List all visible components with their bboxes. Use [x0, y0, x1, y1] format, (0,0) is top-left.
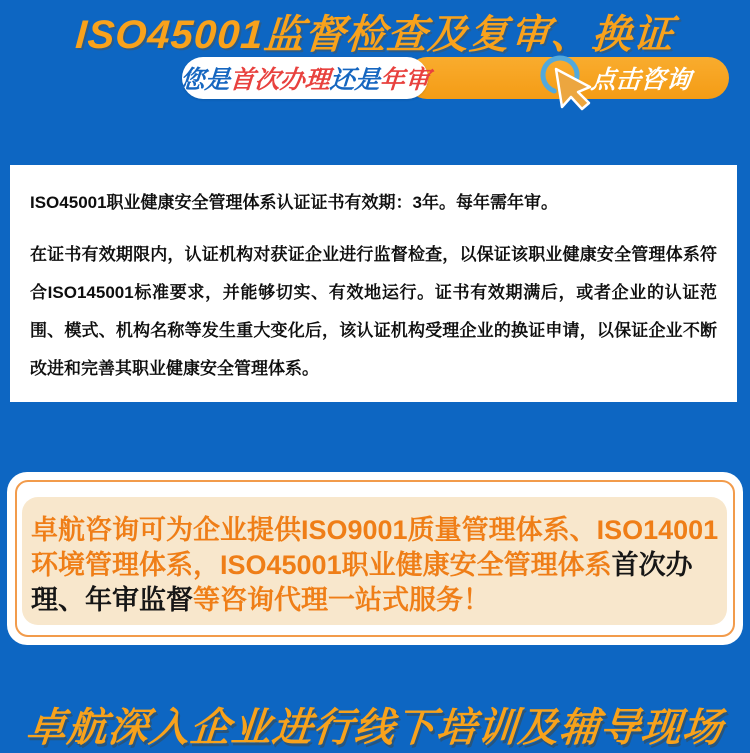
- promo-segment: 首次办理、年审监督: [31, 550, 693, 615]
- promo-segment: 等咨询代理一站式服务: [193, 585, 463, 615]
- validity-statement: ISO45001职业健康安全管理体系认证证书有效期：3年。每年需年审。: [30, 193, 559, 212]
- question-pill[interactable]: [178, 57, 431, 99]
- promo-card-panel: [22, 497, 727, 625]
- page-title: ISO45001监督检查及复审、换证: [74, 13, 676, 57]
- promo-segment: ！: [463, 585, 490, 615]
- promo-text: [31, 513, 721, 618]
- question-segment: 首次办理: [228, 66, 331, 94]
- info-card: [10, 165, 737, 402]
- promo-card: [7, 472, 743, 645]
- surveillance-paragraph: 在证书有效期限内，认证机构对获证企业进行监督检查，以保证该职业健康安全管理体系符合ISO145001标准要求，并能够切实、有效地运行。证书有效期满后，或者企业的认证范围、模式、机构名称等发生重大变化后，该认证机构受理企业的换证申请，以保证企业不断改进和完善其职业健康安全管理体系。: [30, 245, 717, 378]
- cursor-arrow-icon: [530, 51, 602, 121]
- promo-segment: 卓航咨询可为企业提供ISO9001质量管理体系、ISO14001环境管理体系，ISO45001职业健康安全管理体系: [31, 515, 719, 580]
- question-segment: 您是: [178, 66, 231, 94]
- consult-banner: [178, 57, 692, 121]
- consult-cta-label: 点击咨询: [589, 66, 692, 94]
- question-segment: 年审: [378, 66, 431, 94]
- question-segment: 还是: [328, 66, 381, 94]
- footer-title: 卓航深入企业进行线下培训及辅导现场: [24, 706, 726, 750]
